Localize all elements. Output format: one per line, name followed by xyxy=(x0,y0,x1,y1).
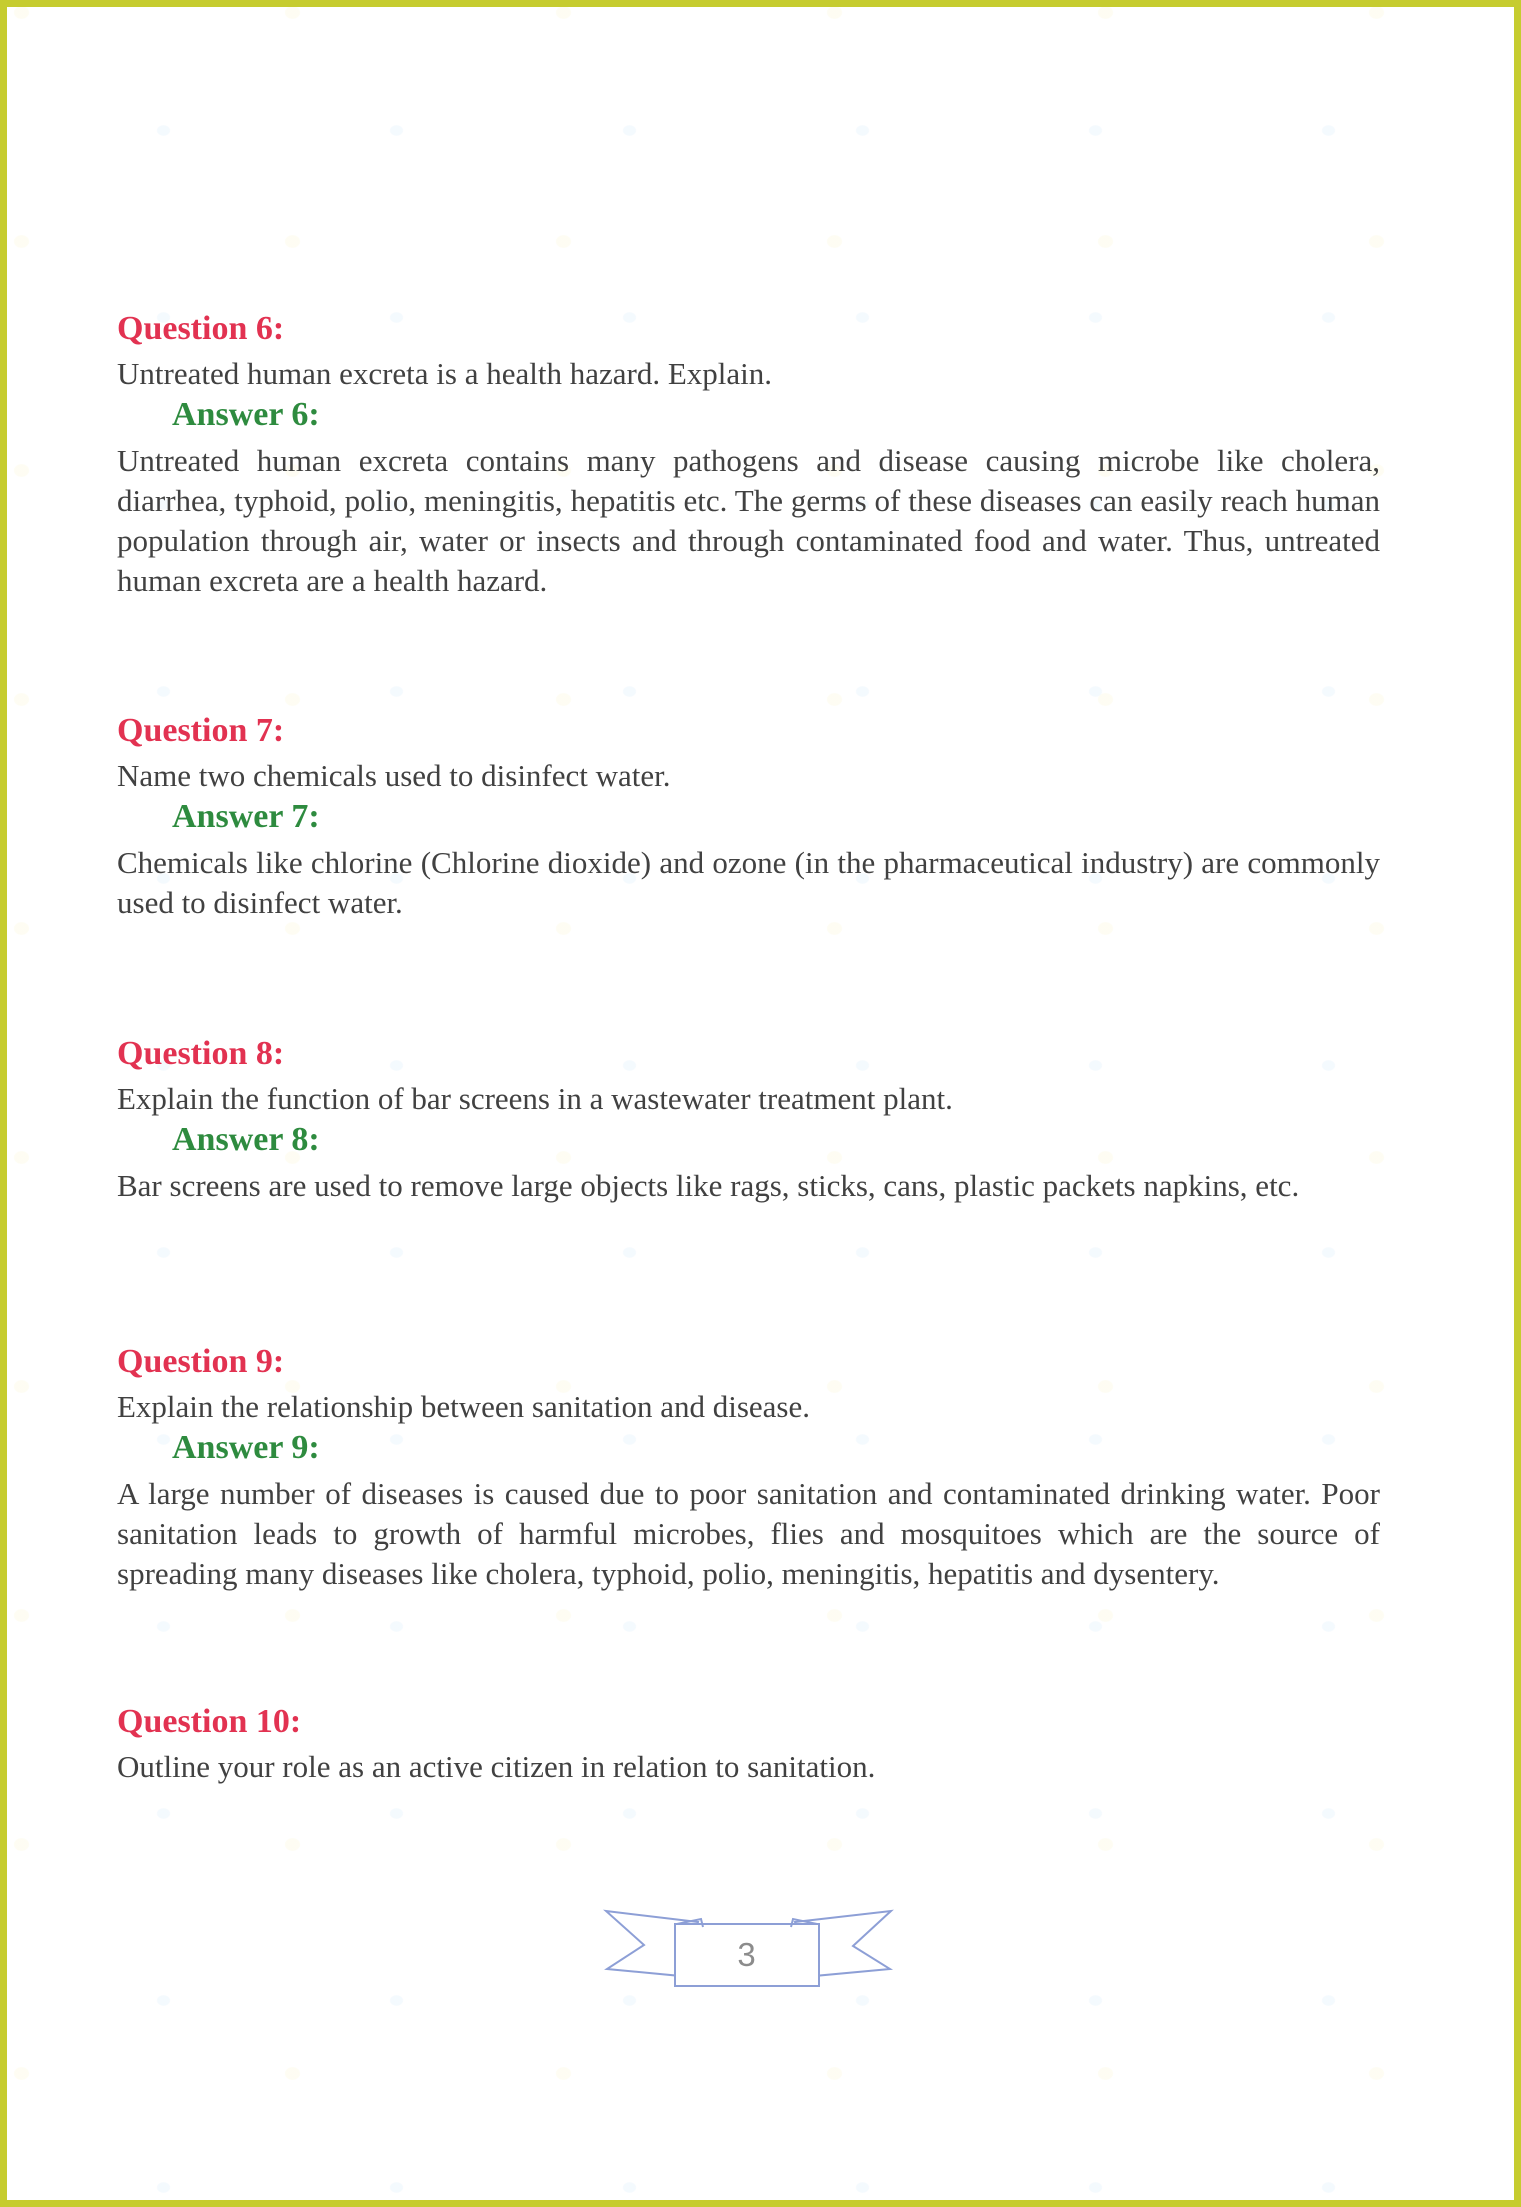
page-number: 3 xyxy=(737,1936,756,1973)
question-label: Question 6: xyxy=(117,310,285,347)
answer-text: Chemicals like chlorine (Chlorine dioxide) and ozone (in the pharmaceutical industry) are commonly used to disinfect water. xyxy=(117,845,1380,920)
answer-text: A large number of diseases is caused due to poor sanitation and contaminated drinking water. Poor sanitation leads to growth of harmful microbes, flies and mosquitoes which are the source of spreading many diseases like cholera, typhoid, polio, meningitis, hepatitis and dysentery. xyxy=(117,1476,1380,1591)
answer-label: Answer 7: xyxy=(172,798,320,835)
question-label: Question 9: xyxy=(117,1343,285,1380)
question-text: Explain the relationship between sanitation and disease. xyxy=(117,1389,810,1424)
page-content xyxy=(7,310,1514,1990)
question-label: Question 7: xyxy=(117,712,285,749)
question-text: Outline your role as an active citizen in relation to sanitation. xyxy=(117,1749,876,1784)
answer-label: Answer 6: xyxy=(172,396,320,433)
question-label: Question 10: xyxy=(117,1703,302,1740)
qa-section xyxy=(117,1703,1380,1787)
answer-text: Untreated human excreta contains many pathogens and disease causing microbe like cholera, diarrhea, typhoid, polio, meningitis, hepatitis etc. The germs of these diseases can easily reach human population through air, water or insects and through contaminated food and water. Thus, untreated human excreta are a health hazard. xyxy=(117,443,1380,598)
answer-label: Answer 9: xyxy=(172,1429,320,1466)
answer-label: Answer 8: xyxy=(172,1121,320,1158)
qa-section xyxy=(117,310,1380,601)
qa-section xyxy=(117,1035,1380,1206)
answer-text: Bar screens are used to remove large objects like rags, sticks, cans, plastic packets napkins, etc. xyxy=(117,1168,1300,1203)
question-text: Explain the function of bar screens in a wastewater treatment plant. xyxy=(117,1081,953,1116)
question-text: Name two chemicals used to disinfect water. xyxy=(117,758,671,793)
question-text: Untreated human excreta is a health hazard. Explain. xyxy=(117,356,773,391)
question-label: Question 8: xyxy=(117,1035,285,1072)
page-number-ribbon xyxy=(603,1908,895,1990)
qa-section xyxy=(117,712,1380,923)
qa-section xyxy=(117,1343,1380,1594)
